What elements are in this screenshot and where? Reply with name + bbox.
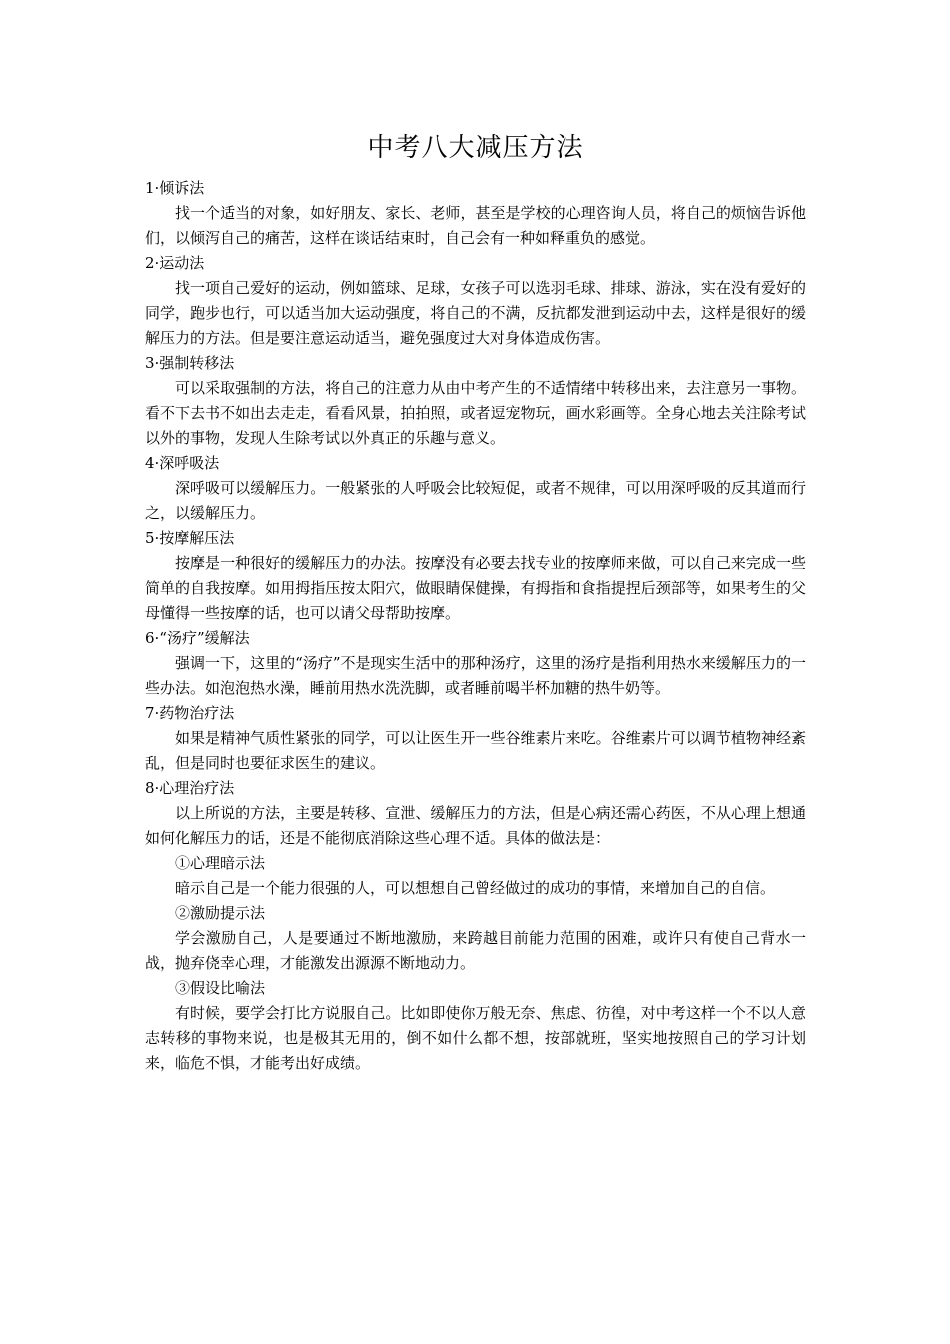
section-heading-2: 2·运动法 bbox=[145, 254, 205, 272]
section-body-1: 找一个适当的对象，如好朋友、家长、老师，甚至是学校的心理咨询人员，将自己的烦恼告诉他们，以倾泻自己的痛苦，这样在谈话结束时，自己会有一种如释重负的感觉。 bbox=[145, 204, 806, 247]
section-heading-6: 6·“汤疗”缓解法 bbox=[145, 629, 250, 647]
subsection-body-2: 学会激励自己，人是要通过不断地激励，来跨越目前能力范围的困难，或许只有使自己背水一战，抛弃侥幸心理，才能激发出源源不断地动力。 bbox=[145, 929, 806, 972]
subsection-body-1: 暗示自己是一个能力很强的人，可以想想自己曾经做过的成功的事情，来增加自己的自信。 bbox=[175, 879, 776, 897]
section-body-4: 深呼吸可以缓解压力。一般紧张的人呼吸会比较短促，或者不规律，可以用深呼吸的反其道而行之，以缓解压力。 bbox=[145, 479, 806, 522]
subsection-heading-3: ③假设比喻法 bbox=[175, 979, 266, 997]
subsection-heading-2: ②激励提示法 bbox=[175, 904, 266, 922]
section-body-8: 以上所说的方法，主要是转移、宣泄、缓解压力的方法，但是心病还需心药医，不从心理上想通如何化解压力的话，还是不能彻底消除这些心理不适。具体的做法是： bbox=[145, 804, 806, 847]
section-heading-1: 1·倾诉法 bbox=[145, 179, 205, 197]
section-body-2: 找一项自己爱好的运动，例如篮球、足球，女孩子可以选羽毛球、排球、游泳，实在没有爱好的同学，跑步也行，可以适当加大运动强度，将自己的不满，反抗都发泄到运动中去，这样是很好的缓解压力的方法。但是要注意运动适当，避免强度过大对身体造成伤害。 bbox=[145, 279, 806, 347]
section-heading-5: 5·按摩解压法 bbox=[145, 529, 235, 547]
document-title: 中考八大减压方法 bbox=[367, 133, 584, 163]
subsection-body-3: 有时候，要学会打比方说服自己。比如即使你万般无奈、焦虑、彷徨，对中考这样一个不以人意志转移的事物来说，也是极其无用的，倒不如什么都不想，按部就班，坚实地按照自己的学习计划来，临危不惧，才能考出好成绩。 bbox=[145, 1004, 806, 1072]
section-body-7: 如果是精神气质性紧张的同学，可以让医生开一些谷维素片来吃。谷维素片可以调节植物神经紊乱，但是同时也要征求医生的建议。 bbox=[145, 729, 806, 772]
section-body-3: 可以采取强制的方法，将自己的注意力从由中考产生的不适情绪中转移出来，去注意另一事物。看不下去书不如出去走走，看看风景，拍拍照，或者逗宠物玩，画水彩画等。全身心地去关注除考试以外的事物，发现人生除考试以外真正的乐趣与意义。 bbox=[145, 379, 806, 447]
section-heading-7: 7·药物治疗法 bbox=[145, 704, 235, 722]
section-body-6: 强调一下，这里的“汤疗”不是现实生活中的那种汤疗，这里的汤疗是指利用热水来缓解压力的一些办法。如泡泡热水澡，睡前用热水洗洗脚，或者睡前喝半杯加糖的热牛奶等。 bbox=[145, 654, 806, 697]
section-heading-4: 4·深呼吸法 bbox=[145, 454, 220, 472]
document-page bbox=[145, 128, 806, 1076]
section-heading-8: 8·心理治疗法 bbox=[145, 779, 235, 797]
subsection-heading-1: ①心理暗示法 bbox=[175, 854, 266, 872]
section-body-5: 按摩是一种很好的缓解压力的办法。按摩没有必要去找专业的按摩师来做，可以自己来完成一些简单的自我按摩。如用拇指压按太阳穴，做眼睛保健操，有拇指和食指提捏后颈部等，如果考生的父母懂得一些按摩的话，也可以请父母帮助按摩。 bbox=[145, 554, 806, 622]
section-heading-3: 3·强制转移法 bbox=[145, 354, 235, 372]
